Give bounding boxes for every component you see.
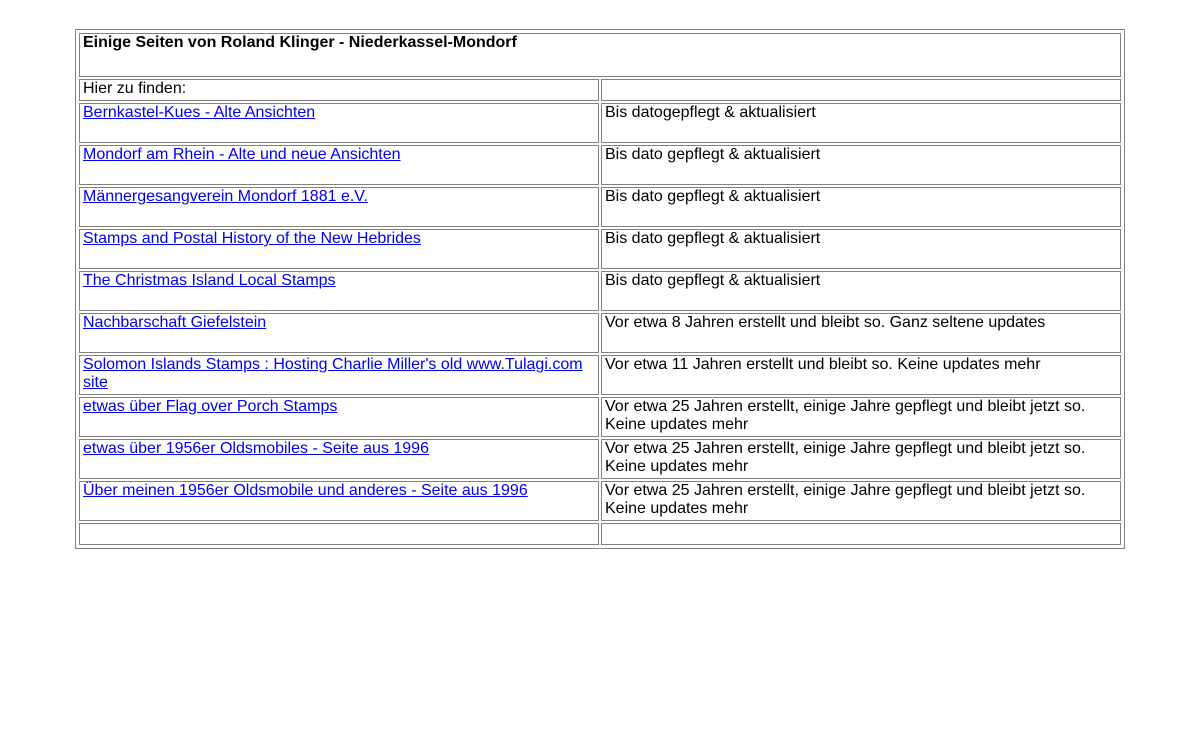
site-link[interactable]: Männergesangverein Mondorf 1881 e.V. [83,188,368,205]
table-row [79,481,1121,521]
site-link[interactable]: Stamps and Postal History of the New Hebrides [83,230,421,247]
links-table-frame [75,29,1125,549]
empty-cell [79,523,599,545]
status-text: Vor etwa 11 Jahren erstellt und bleibt so. Keine updates mehr [601,355,1121,395]
link-cell [79,229,599,269]
link-cell [79,481,599,521]
empty-row [79,523,1121,545]
site-link[interactable]: Mondorf am Rhein - Alte und neue Ansichten [83,146,401,163]
link-cell [79,187,599,227]
table-row [79,145,1121,185]
intro-text: Hier zu finden: [79,79,599,101]
status-text: Vor etwa 25 Jahren erstellt, einige Jahre gepflegt und bleibt jetzt so. Keine updates mehr [601,397,1121,437]
table-row [79,229,1121,269]
intro-row [79,79,1121,101]
status-text: Bis datogepflegt & aktualisiert [601,103,1121,143]
site-link[interactable]: Über meinen 1956er Oldsmobile und anderes - Seite aus 1996 [83,482,528,499]
site-link[interactable]: The Christmas Island Local Stamps [83,272,336,289]
table-row [79,439,1121,479]
link-cell [79,355,599,395]
table-row [79,355,1121,395]
table-row [79,397,1121,437]
site-link[interactable]: Solomon Islands Stamps : Hosting Charlie Miller's old www.Tulagi.com site [83,356,583,391]
site-link[interactable]: Bernkastel-Kues - Alte Ansichten [83,104,316,121]
site-link[interactable]: Nachbarschaft Giefelstein [83,314,267,331]
header-row [79,33,1121,77]
link-cell [79,397,599,437]
link-cell [79,103,599,143]
table-row [79,103,1121,143]
intro-empty-cell [601,79,1121,101]
site-link[interactable]: etwas über Flag over Porch Stamps [83,398,338,415]
status-text: Vor etwa 25 Jahren erstellt, einige Jahre gepflegt und bleibt jetzt so. Keine updates mehr [601,439,1121,479]
link-cell [79,145,599,185]
table-row [79,187,1121,227]
status-text: Bis dato gepflegt & aktualisiert [601,187,1121,227]
table-row [79,313,1121,353]
status-text: Bis dato gepflegt & aktualisiert [601,271,1121,311]
link-cell [79,439,599,479]
empty-cell [601,523,1121,545]
table-row [79,271,1121,311]
link-cell [79,271,599,311]
status-text: Vor etwa 8 Jahren erstellt und bleibt so. Ganz seltene updates [601,313,1121,353]
status-text: Bis dato gepflegt & aktualisiert [601,145,1121,185]
status-text: Bis dato gepflegt & aktualisiert [601,229,1121,269]
status-text: Vor etwa 25 Jahren erstellt, einige Jahre gepflegt und bleibt jetzt so. Keine updates mehr [601,481,1121,521]
link-cell [79,313,599,353]
page-title: Einige Seiten von Roland Klinger - Niederkassel-Mondorf [79,33,1121,77]
site-link[interactable]: etwas über 1956er Oldsmobiles - Seite aus 1996 [83,440,429,457]
links-table [77,31,1123,547]
